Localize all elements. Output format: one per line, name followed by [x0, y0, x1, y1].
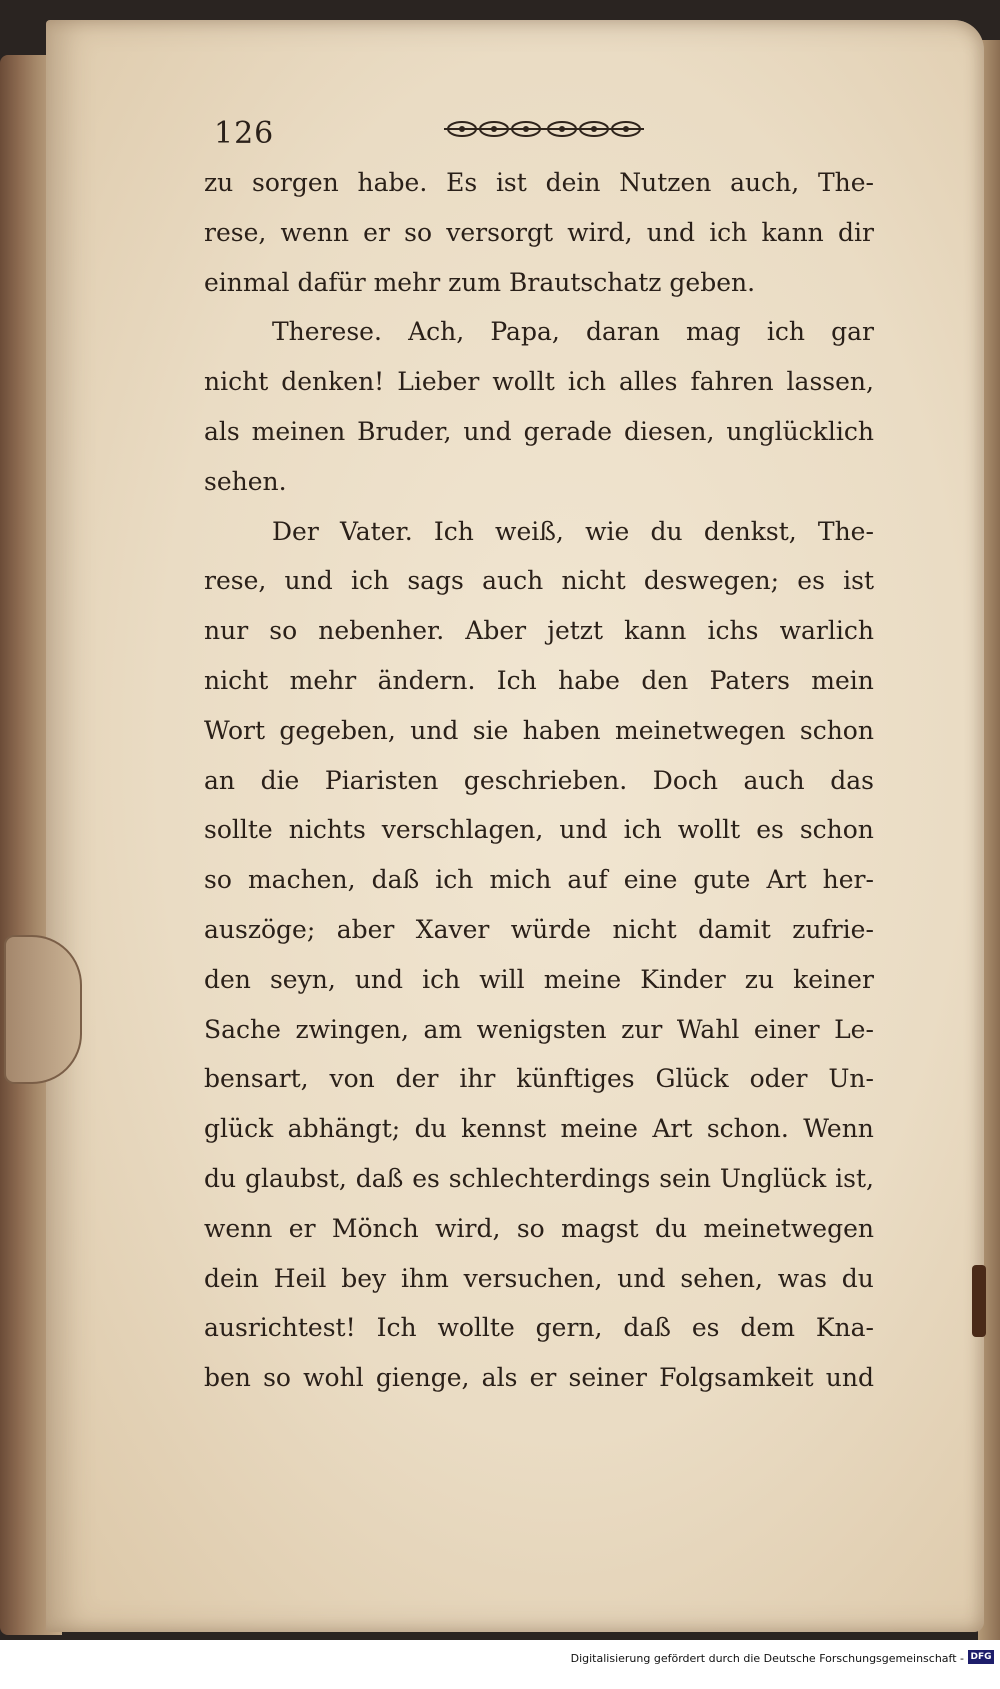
text-line	[204, 955, 874, 1005]
word: wird,	[567, 217, 633, 247]
word: einer	[753, 1014, 820, 1044]
word: glaubst,	[245, 1163, 347, 1193]
word: nicht	[612, 914, 677, 944]
word: Wenn	[803, 1114, 874, 1144]
word: ich	[766, 317, 805, 347]
text-line	[204, 1154, 874, 1204]
word: gegeben,	[279, 715, 396, 745]
word: Ach,	[408, 317, 465, 347]
word: dem	[740, 1313, 795, 1343]
text-line	[204, 656, 874, 706]
word: du	[414, 1114, 447, 1144]
word: du	[654, 1213, 688, 1243]
word: es	[412, 1163, 440, 1193]
word: rese,	[204, 217, 267, 247]
text-line	[204, 208, 874, 258]
word: Der	[272, 516, 319, 546]
word: den	[641, 665, 689, 695]
word: Aber	[465, 616, 527, 646]
word: Art	[766, 865, 807, 895]
word: dir	[838, 217, 874, 247]
word: meine	[560, 1114, 638, 1144]
word: wollt	[492, 367, 555, 397]
word: warlich	[779, 616, 874, 646]
word: denkst,	[703, 516, 797, 546]
word: gar	[831, 317, 874, 347]
word: gute	[693, 865, 751, 895]
text-line: sehen.	[204, 466, 287, 496]
word: würde	[510, 914, 592, 944]
word: dein	[204, 1263, 259, 1293]
word: rese,	[204, 566, 267, 596]
word: die	[260, 765, 300, 795]
word: sie	[472, 715, 509, 745]
text-line	[204, 407, 874, 457]
word: zur	[621, 1014, 663, 1044]
word: Lieber	[397, 367, 480, 397]
word: meine	[543, 964, 622, 994]
word: kann	[761, 217, 824, 247]
word: Bruder,	[357, 416, 452, 446]
word: Papa,	[490, 317, 560, 347]
word: oder	[749, 1064, 808, 1094]
word: fahren	[690, 367, 774, 397]
word: Heil	[273, 1263, 327, 1293]
word: auch	[482, 566, 544, 596]
word: wird,	[435, 1213, 501, 1243]
word: und	[410, 715, 459, 745]
word: The-	[817, 516, 874, 546]
word: verschlagen,	[381, 815, 544, 845]
word: wollt	[677, 815, 741, 845]
word: wie	[585, 516, 630, 546]
word: habe	[558, 665, 620, 695]
text-line	[204, 357, 874, 407]
word: zwingen,	[295, 1014, 409, 1044]
word: sollte	[204, 815, 273, 845]
word: auf	[567, 865, 608, 895]
word: als	[204, 416, 240, 446]
footer-bar	[0, 1644, 1000, 1689]
word: so	[263, 1363, 291, 1393]
word: es	[756, 815, 784, 845]
word: und	[284, 566, 333, 596]
word: ich	[435, 865, 474, 895]
text-line	[204, 756, 874, 806]
word: ben	[204, 1363, 251, 1393]
word: dein	[545, 168, 601, 197]
word: Es	[446, 168, 478, 197]
word: The-	[817, 168, 874, 197]
word: und	[559, 815, 608, 845]
text-line	[204, 556, 874, 606]
word: und	[463, 416, 512, 446]
word: bey	[341, 1263, 387, 1293]
word: diesen,	[623, 416, 715, 446]
word: wohl	[303, 1363, 364, 1393]
text-line: einmal dafür mehr zum Brautschatz geben.	[204, 267, 756, 297]
word: er	[288, 1213, 316, 1243]
word: nur	[204, 616, 249, 646]
word: kann	[624, 616, 687, 646]
word: Sache	[204, 1014, 281, 1044]
word: Wahl	[676, 1014, 740, 1044]
word: mein	[811, 665, 874, 695]
word: am	[423, 1014, 463, 1044]
word: Nutzen	[619, 168, 712, 197]
word: unglücklich	[726, 416, 874, 446]
word: gienge,	[375, 1363, 470, 1393]
word: ist	[495, 168, 527, 197]
word: aber	[336, 914, 395, 944]
word: bensart,	[204, 1064, 309, 1094]
word: künftiges	[516, 1064, 635, 1094]
word: Folgsamkeit	[659, 1363, 814, 1393]
word: schon	[799, 715, 874, 745]
text-line	[204, 1104, 874, 1154]
dfg-logo: DFG	[968, 1650, 994, 1664]
word: jetzt	[547, 616, 604, 646]
word: an	[204, 765, 236, 795]
word: glück	[204, 1114, 274, 1144]
word: weiß,	[495, 516, 564, 546]
word: ihr	[459, 1064, 496, 1094]
word: sags	[407, 566, 464, 596]
word: und	[617, 1263, 666, 1293]
page-number: 126	[214, 116, 275, 151]
word: er	[529, 1363, 557, 1393]
word: ausrichtest!	[204, 1313, 356, 1343]
text-line	[204, 1254, 874, 1304]
text-line	[204, 606, 874, 656]
word: daß	[355, 1163, 404, 1193]
word: deswegen;	[643, 566, 780, 596]
word: Unglück	[719, 1163, 827, 1193]
word: versorgt	[446, 217, 554, 247]
text-line	[204, 1204, 874, 1254]
text-line	[204, 1054, 874, 1104]
word: alles	[618, 367, 678, 397]
word: nebenher.	[318, 616, 445, 646]
word: wenn	[280, 217, 349, 247]
word: will	[479, 964, 525, 994]
word: ihm	[401, 1263, 449, 1293]
word: nichts	[288, 815, 366, 845]
word: Therese.	[272, 317, 382, 347]
word: Ich	[496, 665, 537, 695]
word: daß	[623, 1313, 671, 1343]
word: gern,	[535, 1313, 603, 1343]
word: als	[481, 1363, 518, 1393]
word: so	[269, 616, 298, 646]
word: meinetwegen	[614, 715, 786, 745]
word: ich	[623, 815, 662, 845]
word: auch,	[730, 168, 800, 197]
word: Wort	[204, 715, 266, 745]
word: ist,	[835, 1163, 874, 1193]
headpiece-ornament	[440, 117, 648, 141]
word: habe.	[357, 168, 428, 197]
word: her-	[822, 865, 874, 895]
word: Ich	[433, 516, 474, 546]
word: Le-	[834, 1014, 874, 1044]
word: ich	[422, 964, 461, 994]
word: ich	[567, 367, 606, 397]
word: schon.	[706, 1114, 789, 1144]
word: Un-	[828, 1064, 874, 1094]
body-text	[204, 158, 874, 1403]
word: Mönch	[331, 1213, 419, 1243]
word: schlechterdings	[448, 1163, 651, 1193]
word: Paters	[709, 665, 790, 695]
word: du	[650, 516, 683, 546]
word: mag	[686, 317, 741, 347]
word: auszöge;	[204, 914, 316, 944]
word: meinen	[251, 416, 346, 446]
word: Doch	[652, 765, 718, 795]
text-line	[204, 1303, 874, 1353]
page-marker	[972, 1265, 986, 1337]
word: ich	[350, 566, 390, 596]
word: du	[841, 1263, 874, 1293]
word: daran	[585, 317, 660, 347]
word: denken!	[281, 367, 385, 397]
text-line	[204, 706, 874, 756]
word: seiner	[568, 1363, 647, 1393]
word: auch	[743, 765, 805, 795]
word: lassen,	[786, 367, 874, 397]
text-line	[204, 1353, 874, 1403]
word: schon	[799, 815, 874, 845]
word: er	[363, 217, 390, 247]
word: zu	[204, 168, 234, 197]
word: mehr	[289, 665, 357, 695]
word: so	[516, 1213, 545, 1243]
word: machen,	[247, 865, 356, 895]
word: was	[777, 1263, 827, 1293]
word: Art	[652, 1114, 693, 1144]
word: zufrie-	[792, 914, 874, 944]
word: Glück	[655, 1064, 729, 1094]
word: und	[354, 964, 404, 994]
word: gerade	[523, 416, 613, 446]
word: der	[395, 1064, 439, 1094]
word: ichs	[707, 616, 759, 646]
text-line	[204, 905, 874, 955]
word: wollte	[437, 1313, 515, 1343]
word: du	[204, 1163, 237, 1193]
page-clip	[4, 935, 82, 1084]
word: sein	[659, 1163, 711, 1193]
word: Piaristen	[324, 765, 439, 795]
text-line	[204, 158, 874, 208]
word: sehen,	[680, 1263, 763, 1293]
word: sorgen	[252, 168, 339, 197]
word: nicht	[204, 665, 269, 695]
word: Kinder	[640, 964, 726, 994]
word: nicht	[204, 367, 269, 397]
text-line	[204, 307, 874, 357]
word: ich	[709, 217, 748, 247]
word: Xaver	[415, 914, 490, 944]
word: kennst	[461, 1114, 547, 1144]
word: ist	[843, 566, 874, 596]
word: so	[404, 217, 433, 247]
word: den	[204, 964, 251, 994]
word: keiner	[793, 964, 874, 994]
word: und	[646, 217, 695, 247]
word: wenigsten	[476, 1014, 607, 1044]
word: mich	[489, 865, 552, 895]
word: nicht	[561, 566, 626, 596]
word: es	[797, 566, 825, 596]
word: von	[329, 1064, 375, 1094]
text-line	[204, 1005, 874, 1055]
word: meinetwegen	[703, 1213, 874, 1243]
word: eine	[623, 865, 678, 895]
word: versuchen,	[463, 1263, 603, 1293]
text-line	[204, 507, 874, 557]
text-line	[204, 855, 874, 905]
word: Ich	[376, 1313, 417, 1343]
word: das	[830, 765, 874, 795]
word: geschrieben.	[463, 765, 628, 795]
word: ändern.	[377, 665, 476, 695]
word: Vater.	[340, 516, 413, 546]
word: zu	[744, 964, 775, 994]
word: und	[825, 1363, 874, 1393]
word: seyn,	[269, 964, 336, 994]
word: wenn	[204, 1213, 273, 1243]
word: so	[204, 865, 232, 895]
word: damit	[698, 914, 771, 944]
word: abhängt;	[287, 1114, 401, 1144]
word: haben	[522, 715, 601, 745]
word: Kna-	[815, 1313, 874, 1343]
word: daß	[371, 865, 420, 895]
word: magst	[561, 1213, 639, 1243]
text-line	[204, 805, 874, 855]
word: es	[691, 1313, 720, 1343]
digitization-credit: Digitalisierung gefördert durch die Deutsche Forschungsgemeinschaft -	[570, 1652, 964, 1665]
